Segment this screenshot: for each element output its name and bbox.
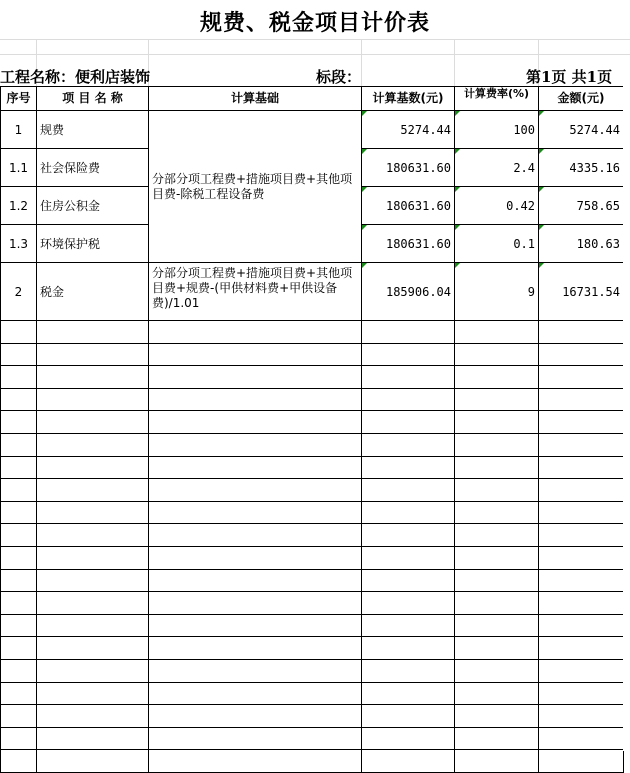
row-rate: 9 xyxy=(455,263,539,321)
empty-cell xyxy=(539,524,624,547)
empty-cell xyxy=(539,343,624,366)
gridline xyxy=(361,39,362,86)
empty-cell xyxy=(37,501,149,524)
empty-cell xyxy=(37,524,149,547)
empty-row xyxy=(1,546,624,569)
empty-row xyxy=(1,479,624,502)
empty-cell xyxy=(1,501,37,524)
empty-cell xyxy=(37,456,149,479)
empty-cell xyxy=(37,569,149,592)
empty-cell xyxy=(149,546,362,569)
row-base-amount: 5274.44 xyxy=(362,111,455,149)
row-name: 税金 xyxy=(37,263,149,321)
row-name: 环境保护税 xyxy=(37,225,149,263)
empty-cell xyxy=(362,592,455,615)
header-no: 序号 xyxy=(1,87,37,111)
table-header-row xyxy=(1,87,624,111)
empty-cell xyxy=(539,479,624,502)
header-rate: 计算费率(%) xyxy=(455,87,539,111)
empty-cell xyxy=(539,592,624,615)
empty-cell xyxy=(1,750,37,773)
empty-cell xyxy=(1,637,37,660)
empty-row xyxy=(1,321,624,344)
row-rate: 2.4 xyxy=(455,149,539,187)
empty-cell xyxy=(1,524,37,547)
empty-row xyxy=(1,411,624,434)
empty-row xyxy=(1,524,624,547)
empty-cell xyxy=(37,750,149,773)
empty-cell xyxy=(149,750,362,773)
empty-cell xyxy=(1,705,37,728)
row-no: 1.2 xyxy=(1,187,37,225)
empty-cell xyxy=(455,366,539,389)
empty-cell xyxy=(37,592,149,615)
document-title: 规费、税金项目计价表 xyxy=(199,10,430,36)
gridline xyxy=(454,39,455,86)
empty-cell xyxy=(1,343,37,366)
empty-cell xyxy=(362,727,455,750)
row-name: 规费 xyxy=(37,111,149,149)
empty-cell xyxy=(362,524,455,547)
empty-cell xyxy=(37,366,149,389)
empty-cell xyxy=(149,569,362,592)
empty-cell xyxy=(455,388,539,411)
empty-cell xyxy=(149,433,362,456)
empty-cell xyxy=(1,659,37,682)
empty-cell xyxy=(362,659,455,682)
empty-cell xyxy=(455,614,539,637)
table-row xyxy=(1,111,624,149)
empty-cell xyxy=(539,659,624,682)
empty-cell xyxy=(455,479,539,502)
empty-cell xyxy=(1,614,37,637)
empty-row xyxy=(1,637,624,660)
empty-row xyxy=(1,682,624,705)
empty-cell xyxy=(455,456,539,479)
row-basis: 分部分项工程费+措施项目费+其他项目费+规费-(甲供材料费+甲供设备费)/1.01 xyxy=(149,263,362,321)
row-basis: 分部分项工程费+措施项目费+其他项目费-除税工程设备费 xyxy=(149,111,362,263)
empty-cell xyxy=(362,501,455,524)
row-amount: 758.65 xyxy=(539,187,624,225)
row-amount: 4335.16 xyxy=(539,149,624,187)
empty-cell xyxy=(149,727,362,750)
empty-cell xyxy=(1,321,37,344)
empty-cell xyxy=(37,682,149,705)
empty-cell xyxy=(362,411,455,434)
empty-cell xyxy=(149,592,362,615)
gridline xyxy=(0,39,630,40)
row-amount: 5274.44 xyxy=(539,111,624,149)
empty-cell xyxy=(37,388,149,411)
empty-cell xyxy=(1,682,37,705)
row-no: 1.1 xyxy=(1,149,37,187)
empty-cell xyxy=(149,456,362,479)
empty-cell xyxy=(149,366,362,389)
row-amount: 180.63 xyxy=(539,225,624,263)
empty-cell xyxy=(539,750,624,773)
row-name: 住房公积金 xyxy=(37,187,149,225)
empty-cell xyxy=(37,433,149,456)
row-base-amount: 180631.60 xyxy=(362,149,455,187)
empty-cell xyxy=(37,727,149,750)
empty-cell xyxy=(1,366,37,389)
row-no: 2 xyxy=(1,263,37,321)
row-no: 1.3 xyxy=(1,225,37,263)
empty-cell xyxy=(149,388,362,411)
empty-cell xyxy=(455,524,539,547)
row-no: 1 xyxy=(1,111,37,149)
sheet-margin xyxy=(623,86,630,751)
empty-cell xyxy=(455,343,539,366)
empty-cell xyxy=(149,637,362,660)
empty-cell xyxy=(455,727,539,750)
empty-cell xyxy=(37,637,149,660)
empty-cell xyxy=(539,411,624,434)
empty-cell xyxy=(37,343,149,366)
empty-cell xyxy=(362,366,455,389)
empty-cell xyxy=(539,388,624,411)
row-rate: 100 xyxy=(455,111,539,149)
table-row xyxy=(1,263,624,321)
empty-cell xyxy=(37,321,149,344)
row-rate: 0.42 xyxy=(455,187,539,225)
empty-cell xyxy=(455,637,539,660)
empty-cell xyxy=(37,614,149,637)
empty-cell xyxy=(362,705,455,728)
empty-cell xyxy=(455,411,539,434)
header-amount: 金额(元) xyxy=(539,87,624,111)
row-base-amount: 185906.04 xyxy=(362,263,455,321)
empty-cell xyxy=(362,456,455,479)
gridline xyxy=(0,54,630,55)
page-info: 第1页 共1页 xyxy=(526,68,613,86)
empty-cell xyxy=(539,637,624,660)
empty-cell xyxy=(362,343,455,366)
empty-cell xyxy=(149,705,362,728)
empty-cell xyxy=(539,569,624,592)
empty-cell xyxy=(37,411,149,434)
fee-tax-table xyxy=(0,86,624,773)
empty-cell xyxy=(1,456,37,479)
empty-row xyxy=(1,569,624,592)
empty-cell xyxy=(539,366,624,389)
empty-row xyxy=(1,614,624,637)
empty-cell xyxy=(37,479,149,502)
empty-cell xyxy=(362,637,455,660)
empty-cell xyxy=(539,501,624,524)
empty-cell xyxy=(149,321,362,344)
empty-cell xyxy=(37,705,149,728)
empty-cell xyxy=(1,546,37,569)
empty-cell xyxy=(149,524,362,547)
empty-cell xyxy=(362,682,455,705)
empty-cell xyxy=(149,659,362,682)
empty-cell xyxy=(539,546,624,569)
section-label: 标段： xyxy=(316,68,362,86)
empty-row xyxy=(1,433,624,456)
empty-cell xyxy=(149,411,362,434)
empty-cell xyxy=(455,682,539,705)
empty-cell xyxy=(149,682,362,705)
empty-cell xyxy=(362,546,455,569)
empty-row xyxy=(1,750,624,773)
empty-cell xyxy=(37,546,149,569)
empty-row xyxy=(1,388,624,411)
empty-cell xyxy=(455,433,539,456)
empty-cell xyxy=(1,433,37,456)
empty-cell xyxy=(362,388,455,411)
header-name: 项 目 名 称 xyxy=(37,87,149,111)
empty-cell xyxy=(362,433,455,456)
empty-cell xyxy=(37,659,149,682)
empty-cell xyxy=(1,479,37,502)
empty-cell xyxy=(455,705,539,728)
empty-cell xyxy=(455,750,539,773)
row-base-amount: 180631.60 xyxy=(362,187,455,225)
empty-cell xyxy=(539,433,624,456)
empty-row xyxy=(1,343,624,366)
empty-cell xyxy=(455,546,539,569)
empty-cell xyxy=(1,569,37,592)
project-name-label: 工程名称：便利店装饰 xyxy=(0,68,151,86)
empty-cell xyxy=(1,727,37,750)
empty-cell xyxy=(539,614,624,637)
empty-row xyxy=(1,727,624,750)
empty-cell xyxy=(455,659,539,682)
empty-cell xyxy=(539,321,624,344)
empty-row xyxy=(1,705,624,728)
row-amount: 16731.54 xyxy=(539,263,624,321)
empty-cell xyxy=(455,501,539,524)
empty-cell xyxy=(362,750,455,773)
empty-row xyxy=(1,501,624,524)
empty-cell xyxy=(362,614,455,637)
empty-cell xyxy=(149,343,362,366)
empty-row xyxy=(1,456,624,479)
row-name: 社会保险费 xyxy=(37,149,149,187)
empty-cell xyxy=(539,456,624,479)
empty-cell xyxy=(149,614,362,637)
empty-cell xyxy=(1,388,37,411)
row-rate: 0.1 xyxy=(455,225,539,263)
empty-cell xyxy=(362,569,455,592)
header-base-amount: 计算基数(元) xyxy=(362,87,455,111)
empty-cell xyxy=(539,705,624,728)
empty-cell xyxy=(455,592,539,615)
empty-cell xyxy=(1,411,37,434)
empty-cell xyxy=(362,321,455,344)
empty-cell xyxy=(1,592,37,615)
empty-cell xyxy=(149,479,362,502)
empty-cell xyxy=(539,682,624,705)
empty-row xyxy=(1,592,624,615)
header-basis: 计算基础 xyxy=(149,87,362,111)
empty-cell xyxy=(362,479,455,502)
empty-row xyxy=(1,366,624,389)
empty-cell xyxy=(149,501,362,524)
row-base-amount: 180631.60 xyxy=(362,225,455,263)
empty-row xyxy=(1,659,624,682)
empty-cell xyxy=(455,321,539,344)
empty-cell xyxy=(539,727,624,750)
empty-cell xyxy=(455,569,539,592)
